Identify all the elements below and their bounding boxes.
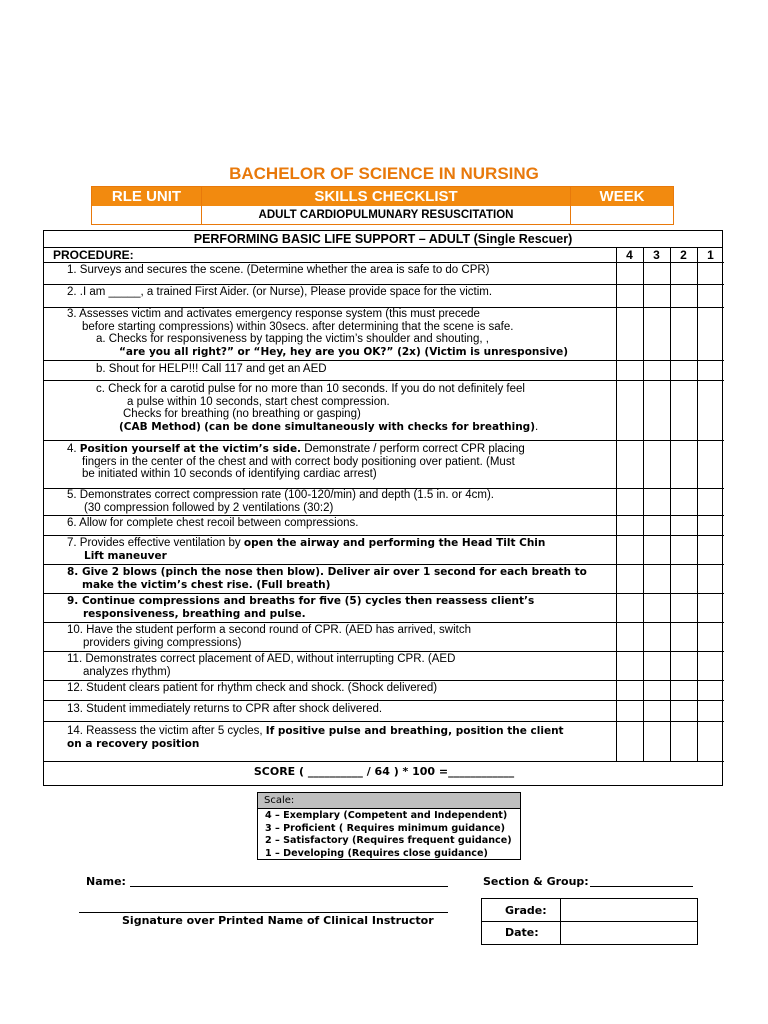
step-3 (67, 308, 615, 358)
date-field[interactable] (561, 922, 697, 944)
step-10-line: 10. Have the student perform a second round of CPR. (AED has arrived, switch (67, 624, 471, 636)
step-3a-line: “are you all right?” or “Hey, hey are you OK?” (2x) (Victim is unresponsive) (119, 345, 569, 358)
header-table (91, 186, 674, 225)
step-4-text: Demonstrate / perform correct CPR placing (304, 443, 525, 455)
step-9 (67, 595, 615, 621)
step-11-line: 11. Demonstrates correct placement of AED, without interrupting CPR. (AED (67, 653, 456, 665)
step-12: 12. Student clears patient for rhythm check and shock. (Shock delivered) (67, 682, 438, 694)
step-10-line: providers giving compressions) (83, 637, 242, 649)
signature-label: Signature over Printed Name of Clinical Instructor (122, 914, 434, 927)
step-3c-line: Checks for breathing (no breathing or gasping) (123, 408, 361, 420)
document-title: BACHELOR OF SCIENCE IN NURSING (229, 164, 539, 183)
row-divider (44, 564, 724, 565)
step-3c (96, 383, 616, 433)
step-8-line: 8. Give 2 blows (pinch the nose then blow). Deliver air over 1 second for each breath to (67, 566, 587, 578)
step-3-line: 3. Assesses victim and activates emergency response system (this must precede (67, 308, 480, 320)
grade-field[interactable] (561, 899, 697, 921)
step-4-bold: Position yourself at the victim’s side. (79, 443, 302, 455)
step-7-text: 7. Provides effective ventilation by (67, 537, 241, 549)
scale-item: 1 – Developing (Requires close guidance) (265, 847, 488, 859)
col-divider (643, 248, 644, 761)
step-14 (67, 725, 615, 751)
step-4-number: 4. (67, 443, 77, 455)
grade-date-box (481, 898, 698, 945)
step-4-line: be initiated within 10 seconds of identifying cardiac arrest) (82, 468, 377, 480)
row-divider (44, 535, 724, 536)
step-3b: b. Shout for HELP!!! Call 117 and get an AED (96, 363, 327, 375)
rle-unit-header: RLE UNIT (92, 187, 202, 206)
row-divider (44, 284, 724, 285)
col-divider (670, 248, 671, 761)
signature-field[interactable] (79, 912, 448, 913)
rle-unit-value (92, 206, 202, 225)
row-divider (44, 360, 724, 361)
row-divider (44, 262, 724, 263)
step-14-line: on a recovery position (67, 738, 200, 750)
row-divider (44, 721, 724, 722)
row-divider (44, 651, 724, 652)
step-8 (67, 566, 615, 592)
step-5-line: 5. Demonstrates correct compression rate (100-120/min) and depth (1.5 in. or 4cm). (67, 489, 494, 501)
checklist-title: PERFORMING BASIC LIFE SUPPORT – ADULT (Single Rescuer) (44, 231, 722, 248)
scale-heading: Scale: (258, 793, 520, 809)
step-6: 6. Allow for complete chest recoil between compressions. (67, 517, 359, 529)
rating-col-2: 2 (680, 248, 687, 262)
step-3a-line: a. Checks for responsiveness by tapping the victim’s shoulder and shouting, , (96, 333, 489, 345)
step-14-bold: If positive pulse and breathing, position the client (265, 725, 564, 737)
header-row (92, 187, 673, 206)
grade-label: Grade: (505, 904, 547, 917)
row-divider (44, 515, 724, 516)
step-3c-line: c. Check for a carotid pulse for no more than 10 seconds. If you do not definitely feel (96, 383, 525, 395)
step-10 (67, 624, 471, 650)
cab-method: (CAB Method) (119, 420, 201, 433)
procedure-label: PROCEDURE: (53, 248, 134, 262)
header-value-row (92, 206, 673, 225)
step-4 (67, 443, 615, 481)
step-7 (67, 537, 615, 563)
skills-checklist-header: SKILLS CHECKLIST (202, 187, 571, 206)
checklist-table (43, 230, 723, 786)
step-9-line: 9. Continue compressions and breaths for five (5) cycles then reassess client’s (67, 595, 535, 607)
skill-name: ADULT CARDIOPULMUNARY RESUSCITATION (202, 206, 571, 225)
scale-box (257, 792, 521, 860)
score-line: SCORE ( __________ / 64 ) * 100 =____________ (253, 765, 515, 778)
name-field[interactable] (130, 886, 448, 887)
step-5 (67, 489, 494, 514)
step-3c-line: a pulse within 10 seconds, start chest compression. (127, 395, 390, 408)
row-divider (44, 440, 724, 441)
scale-item: 4 – Exemplary (Competent and Independent) (265, 810, 508, 821)
cab-note: (can be done simultaneously with checks for breathing) (204, 420, 535, 433)
rating-col-1: 1 (707, 248, 714, 262)
section-group-field[interactable] (590, 886, 693, 887)
step-9-line: responsiveness, breathing and pulse. (83, 608, 306, 620)
step-14-text: 14. Reassess the victim after 5 cycles, (67, 725, 263, 737)
step-7-line: Lift maneuver (84, 550, 167, 562)
row-divider (44, 622, 724, 623)
date-label: Date: (505, 926, 539, 939)
scale-item: 3 – Proficient ( Requires minimum guidance) (265, 822, 506, 834)
row-divider (44, 761, 724, 762)
section-group-label: Section & Group: (483, 875, 589, 888)
step-11-line: analyzes rhythm) (83, 666, 171, 678)
step-11 (67, 653, 455, 679)
row-divider (44, 593, 724, 594)
row-divider (44, 380, 724, 381)
step-8-line: make the victim’s chest rise. (Full breath) (82, 579, 331, 591)
step-4-line: fingers in the center of the chest and with correct body positioning over patient. (Must (82, 455, 515, 468)
week-header: WEEK (599, 188, 645, 205)
week-value (571, 206, 673, 225)
col-divider (616, 248, 617, 761)
cab-period: . (535, 420, 539, 433)
row-divider (44, 700, 724, 701)
name-label: Name: (86, 875, 126, 888)
step-13: 13. Student immediately returns to CPR after shock delivered. (67, 703, 383, 715)
step-1: 1. Surveys and secures the scene. (Determine whether the area is safe to do CPR) (67, 264, 490, 276)
step-3-line: before starting compressions) within 30secs. after determining that the scene is safe. (82, 320, 514, 333)
row-divider (44, 680, 724, 681)
step-7-bold: open the airway and performing the Head Tilt Chin (243, 537, 546, 549)
rating-col-3: 3 (653, 248, 660, 262)
step-2: 2. .I am _____, a trained First Aider. (or Nurse), Please provide space for the victim. (67, 286, 493, 298)
rating-col-4: 4 (626, 248, 633, 262)
step-5-line: (30 compression followed by 2 ventilations (30:2) (84, 501, 334, 514)
col-divider (697, 248, 698, 761)
scale-item: 2 – Satisfactory (Requires frequent guidance) (265, 835, 512, 846)
